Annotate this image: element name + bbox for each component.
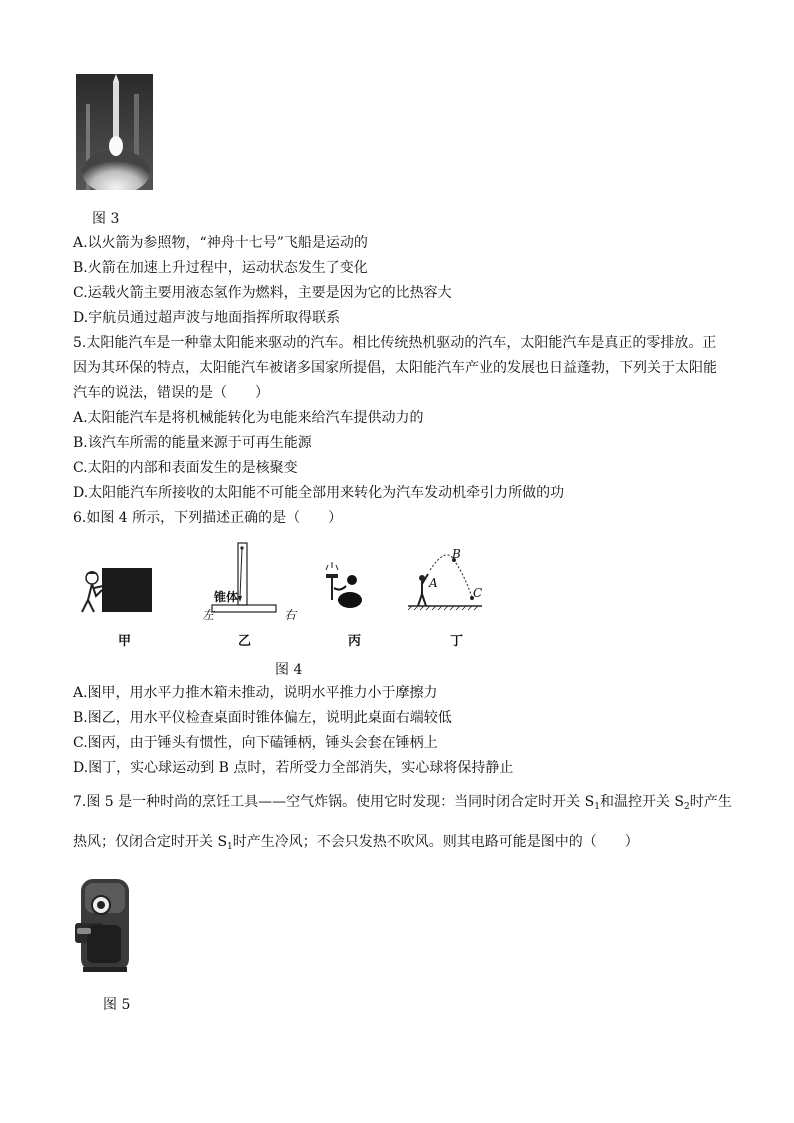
q7-stem-line-1 — [73, 792, 732, 817]
q5-option-b: B.该汽车所需的能量来源于可再生能源 — [73, 435, 312, 451]
yi-left-label: 左 — [202, 608, 215, 622]
label-yi: 乙 — [238, 634, 252, 649]
q7-stem-line-2 — [73, 832, 639, 857]
figure-4 — [70, 538, 510, 650]
q7-line2-subscript: 1 — [227, 842, 233, 852]
q7-line2-part-b: 时产生冷风；不会只发热不吹风。则其电路可能是图中的（ ） — [232, 834, 639, 850]
q7-line2-part-a: 热风；仅闭合定时开关 S — [73, 834, 228, 850]
q6-stem: 6.如图 4 所示，下列描述正确的是（ ） — [73, 510, 343, 526]
q6-option-d: D.图丁，实心球运动到 B 点时，若所受力全部消失，实心球将保持静止 — [73, 760, 514, 776]
figure-4-caption: 图 4 — [275, 662, 303, 678]
q5-stem-line-2: 因为其环保的特点，太阳能汽车被诸多国家所提倡，太阳能汽车产业的发展也日益蓬勃，下列关于太阳能 — [73, 360, 717, 376]
yi-cone-label: 锥体 — [214, 590, 239, 604]
q5-option-a: A.太阳能汽车是将机械能转化为电能来给汽车提供动力的 — [73, 410, 424, 426]
ding-point-b: B — [452, 547, 461, 561]
label-jia: 甲 — [118, 634, 132, 649]
hammer-drawing — [326, 562, 362, 608]
q6-option-a: A.图甲，用水平力推木箱未推动，说明水平推力小于摩擦力 — [73, 685, 438, 701]
q4-option-b: B.火箭在加速上升过程中，运动状态发生了变化 — [73, 260, 368, 276]
yi-right-label: 右 — [284, 608, 297, 622]
q5-option-c: C.太阳的内部和表面发生的是核聚变 — [73, 460, 298, 476]
air-fryer-photo — [73, 873, 135, 977]
q7-line1-part-a: 7.图 5 是一种时尚的烹饪工具——空气炸锅。使用它时发现：当同时闭合定时开关 S — [73, 794, 595, 810]
q4-option-d: D.宇航员通过超声波与地面指挥所取得联系 — [73, 310, 341, 326]
q6-option-b: B.图乙，用水平仪检查桌面时锥体偏左，说明此桌面右端较低 — [73, 710, 452, 726]
q5-stem-line-1: 5.太阳能汽车是一种靠太阳能来驱动的汽车。相比传统热机驱动的汽车，太阳能汽车是真正的零排放。正 — [73, 335, 717, 351]
q5-option-d: D.太阳能汽车所接收的太阳能不可能全部用来转化为汽车发动机牵引力所做的功 — [73, 485, 565, 501]
q5-stem-line-3: 汽车的说法，错误的是（ ） — [73, 385, 269, 401]
figure-3-caption: 图 3 — [92, 211, 120, 227]
q7-line1-subscript-2: 2 — [684, 802, 690, 812]
ball-throw-drawing — [408, 555, 482, 610]
label-bing: 丙 — [348, 634, 362, 649]
q7-line1-part-c: 时产生 — [689, 794, 732, 810]
q7-line1-part-b: 和温控开关 S — [599, 794, 684, 810]
ding-point-c: C — [473, 586, 483, 600]
ding-point-a: A — [429, 576, 438, 590]
rocket-launch-photo — [76, 74, 153, 190]
q4-option-a: A.以火箭为参照物，“神舟十七号”飞船是运动的 — [73, 235, 368, 251]
label-ding: 丁 — [450, 634, 464, 649]
q6-option-c: C.图丙，由于锤头有惯性，向下磕锤柄，锤头会套在锤柄上 — [73, 735, 438, 751]
push-box-drawing — [82, 568, 152, 612]
q4-option-c: C.运载火箭主要用液态氢作为燃料，主要是因为它的比热容大 — [73, 285, 452, 301]
figure-5-caption: 图 5 — [103, 997, 131, 1013]
q7-line1-subscript-1: 1 — [594, 802, 600, 812]
